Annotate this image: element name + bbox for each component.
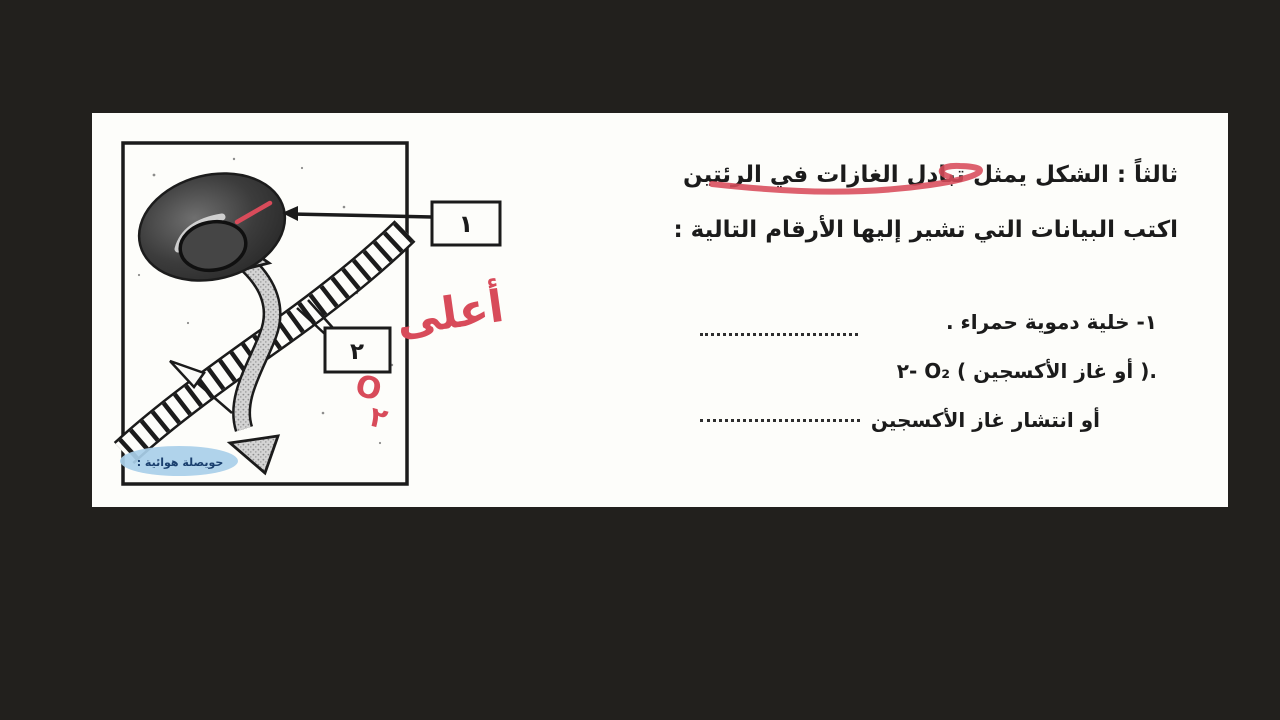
question-heading-2: اكتب البيانات التي تشير إليها الأرقام التالية :	[673, 217, 1178, 243]
red-pen-o2	[352, 369, 391, 436]
highlight-blob	[120, 446, 238, 476]
highlight-caption: حويصلة هوائية :	[136, 456, 224, 469]
gas-exchange-figure	[92, 113, 652, 507]
answer-item-3: أو انتشار غاز الأكسجين	[870, 408, 1100, 432]
label-box-2-number: ٢	[349, 339, 365, 365]
svg-text:O: O	[352, 368, 385, 409]
red-pen-word: أعلى	[393, 280, 507, 347]
answer-dots-2	[700, 419, 860, 422]
diffusion-arrow-head-bottom	[230, 436, 278, 473]
worksheet-panel	[92, 113, 1228, 507]
answer-dots-1	[700, 333, 858, 336]
label-box-1-number: ١	[458, 210, 474, 238]
answer-item-1: ١- خلية دموية حمراء .	[945, 310, 1157, 334]
red-blood-cell	[128, 159, 297, 296]
answer-item-2: ٢- O₂ ( أو غاز الأكسجين ).	[896, 359, 1157, 383]
svg-text:٢: ٢	[366, 399, 391, 436]
question-heading-1: ثالثاً : الشكل يمثل تبادل الغازات في الرئتين	[682, 162, 1178, 188]
label-box-1-leader	[291, 214, 432, 217]
